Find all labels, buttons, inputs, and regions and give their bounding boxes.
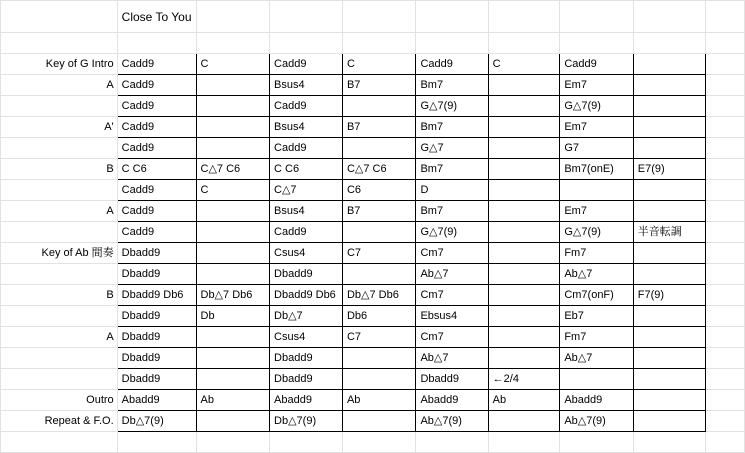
chord-row [1, 159, 745, 180]
empty-cell[interactable] [706, 96, 745, 117]
chord-cell[interactable] [633, 348, 705, 369]
chord-cell[interactable]: Db△7 Db6 [342, 285, 416, 306]
chord-cell[interactable]: Dbadd9 [117, 369, 196, 390]
chord-cell[interactable] [342, 138, 416, 159]
section-label[interactable]: Key of G Intro [1, 54, 118, 75]
chord-cell[interactable]: Bm7 [416, 201, 488, 222]
chord-cell[interactable]: Cadd9 [416, 54, 488, 75]
empty-cell[interactable] [560, 1, 633, 33]
chord-cell[interactable]: C [342, 54, 416, 75]
chord-cell[interactable]: Cadd9 [560, 54, 633, 75]
title-row [1, 1, 745, 33]
chord-row [1, 201, 745, 222]
chord-row [1, 306, 745, 327]
chord-row [1, 138, 745, 159]
chord-cell[interactable] [488, 180, 560, 201]
chord-cell[interactable] [196, 327, 270, 348]
chord-cell[interactable] [488, 264, 560, 285]
chord-cell[interactable] [488, 222, 560, 243]
chord-cell[interactable]: Dbadd9 [270, 348, 343, 369]
empty-cell[interactable] [706, 1, 745, 33]
chord-cell[interactable]: Csus4 [270, 327, 343, 348]
empty-cell[interactable] [706, 369, 745, 390]
chord-cell[interactable]: Cadd9 [117, 180, 196, 201]
chord-cell[interactable]: Fm7 [560, 243, 633, 264]
chord-cell[interactable] [633, 411, 705, 432]
chord-cell[interactable]: F7(9) [633, 285, 705, 306]
chord-cell[interactable] [196, 222, 270, 243]
empty-cell[interactable] [488, 432, 560, 453]
chord-row [1, 390, 745, 411]
chord-cell[interactable]: Cm7(onF) [560, 285, 633, 306]
empty-cell[interactable] [560, 33, 633, 54]
chord-cell[interactable]: Abadd9 [416, 390, 488, 411]
chord-cell[interactable] [633, 243, 705, 264]
chord-cell[interactable] [633, 264, 705, 285]
chord-cell[interactable]: Dbadd9 [117, 243, 196, 264]
empty-cell[interactable] [706, 75, 745, 96]
chord-cell[interactable]: Fm7 [560, 327, 633, 348]
chord-row [1, 369, 745, 390]
chord-cell[interactable] [196, 117, 270, 138]
chord-cell[interactable]: C [196, 180, 270, 201]
spacer-row [1, 33, 745, 54]
chord-cell[interactable] [633, 138, 705, 159]
section-label[interactable]: A' [1, 117, 118, 138]
chord-cell[interactable]: Bm7 [416, 117, 488, 138]
chord-cell[interactable]: Cm7 [416, 243, 488, 264]
chord-cell[interactable]: Cm7 [416, 285, 488, 306]
chord-row [1, 180, 745, 201]
section-label[interactable] [1, 222, 118, 243]
empty-cell[interactable] [706, 327, 745, 348]
chord-cell[interactable]: Db△7(9) [270, 411, 343, 432]
chord-cell[interactable]: Cadd9 [117, 138, 196, 159]
section-label[interactable]: A [1, 327, 118, 348]
section-label[interactable]: Key of Ab 間奏 [1, 243, 118, 264]
chord-cell[interactable]: G7 [560, 138, 633, 159]
chord-cell[interactable]: Ab△7 [560, 264, 633, 285]
empty-cell[interactable] [196, 432, 270, 453]
chord-cell[interactable]: Ab△7(9) [560, 411, 633, 432]
chord-cell[interactable]: G△7(9) [416, 222, 488, 243]
chord-cell[interactable]: Dbadd9 [117, 264, 196, 285]
grid-body [1, 1, 745, 453]
chord-row [1, 96, 745, 117]
empty-cell[interactable] [270, 1, 343, 33]
chord-cell[interactable] [633, 96, 705, 117]
chord-cell[interactable] [196, 75, 270, 96]
section-label[interactable] [1, 369, 118, 390]
chord-cell[interactable]: Bsus4 [270, 201, 343, 222]
chord-cell[interactable] [342, 96, 416, 117]
chord-cell[interactable]: Em7 [560, 201, 633, 222]
empty-cell[interactable] [416, 33, 488, 54]
section-label[interactable] [1, 180, 118, 201]
chord-cell[interactable] [633, 54, 705, 75]
empty-cell[interactable] [117, 432, 196, 453]
empty-cell[interactable] [706, 180, 745, 201]
empty-cell[interactable] [416, 1, 488, 33]
section-label[interactable] [1, 264, 118, 285]
section-label[interactable]: B [1, 285, 118, 306]
empty-cell[interactable] [342, 33, 416, 54]
empty-cell[interactable] [270, 33, 343, 54]
chord-cell[interactable]: C [488, 54, 560, 75]
chord-cell[interactable]: B7 [342, 201, 416, 222]
empty-cell[interactable] [270, 432, 343, 453]
chord-cell[interactable] [488, 327, 560, 348]
chord-cell[interactable]: Bm7 [416, 75, 488, 96]
section-label[interactable]: B [1, 159, 118, 180]
chord-cell[interactable] [342, 348, 416, 369]
empty-cell[interactable] [1, 33, 118, 54]
empty-cell[interactable] [633, 33, 705, 54]
chord-cell[interactable]: C△7 [270, 180, 343, 201]
chord-cell[interactable]: B7 [342, 75, 416, 96]
chord-cell[interactable]: D [416, 180, 488, 201]
chord-cell[interactable]: Eb7 [560, 306, 633, 327]
chord-cell[interactable] [342, 411, 416, 432]
chord-cell[interactable]: C [196, 54, 270, 75]
empty-cell[interactable] [117, 33, 196, 54]
chord-cell[interactable] [196, 411, 270, 432]
chord-cell[interactable]: G△7 [416, 138, 488, 159]
chord-row [1, 117, 745, 138]
empty-cell[interactable] [342, 1, 416, 33]
chord-cell[interactable]: C C6 [117, 159, 196, 180]
chord-row [1, 222, 745, 243]
chord-cell[interactable]: Dbadd9 [416, 369, 488, 390]
chord-cell[interactable] [633, 369, 705, 390]
chord-cell[interactable]: Dbadd9 [117, 306, 196, 327]
chord-cell[interactable]: Cadd9 [117, 117, 196, 138]
chord-cell[interactable] [196, 243, 270, 264]
chord-cell[interactable]: Dbadd9 [117, 327, 196, 348]
chord-cell[interactable]: Abadd9 [560, 390, 633, 411]
chord-cell[interactable]: 半音転調 [633, 222, 705, 243]
chord-row [1, 411, 745, 432]
chord-cell[interactable] [342, 264, 416, 285]
chord-cell[interactable] [342, 369, 416, 390]
chord-cell[interactable]: Cadd9 [117, 96, 196, 117]
empty-cell[interactable] [706, 201, 745, 222]
empty-cell[interactable] [1, 432, 118, 453]
chord-cell[interactable]: B7 [342, 117, 416, 138]
empty-cell[interactable] [196, 33, 270, 54]
empty-cell[interactable] [706, 222, 745, 243]
chord-cell[interactable]: E7(9) [633, 159, 705, 180]
chord-cell[interactable]: Db△7 Db6 [196, 285, 270, 306]
chord-cell[interactable]: Dbadd9 Db6 [117, 285, 196, 306]
empty-cell[interactable] [706, 264, 745, 285]
chord-cell[interactable] [633, 75, 705, 96]
section-label[interactable]: Repeat & F.O. [1, 411, 118, 432]
chord-cell[interactable] [488, 285, 560, 306]
chord-row [1, 285, 745, 306]
chord-cell[interactable]: Db6 [342, 306, 416, 327]
chord-cell[interactable] [560, 369, 633, 390]
section-label[interactable] [1, 348, 118, 369]
chord-cell[interactable] [196, 201, 270, 222]
chord-cell[interactable] [633, 180, 705, 201]
chord-cell[interactable]: Ab△7 [416, 264, 488, 285]
chord-cell[interactable] [488, 96, 560, 117]
chord-cell[interactable]: Ebsus4 [416, 306, 488, 327]
empty-cell[interactable] [706, 411, 745, 432]
chord-cell[interactable] [196, 264, 270, 285]
chord-cell[interactable]: Cm7 [416, 327, 488, 348]
chord-cell[interactable]: Cadd9 [270, 138, 343, 159]
chord-row [1, 264, 745, 285]
chord-row [1, 243, 745, 264]
chord-cell[interactable] [488, 243, 560, 264]
chord-cell[interactable] [488, 411, 560, 432]
chord-cell[interactable] [488, 75, 560, 96]
chord-cell[interactable]: Em7 [560, 75, 633, 96]
chord-cell[interactable]: Dbadd9 [117, 348, 196, 369]
empty-cell[interactable] [196, 1, 270, 33]
empty-cell[interactable] [706, 348, 745, 369]
empty-cell[interactable] [706, 306, 745, 327]
empty-cell[interactable] [488, 33, 560, 54]
chord-cell[interactable]: Ab [196, 390, 270, 411]
empty-cell[interactable] [706, 159, 745, 180]
chord-cell[interactable]: Abadd9 [270, 390, 343, 411]
chord-cell[interactable]: G△7(9) [560, 96, 633, 117]
section-label[interactable] [1, 96, 118, 117]
chord-cell[interactable] [633, 306, 705, 327]
chord-cell[interactable]: C C6 [270, 159, 343, 180]
chord-cell[interactable]: G△7(9) [416, 96, 488, 117]
chord-cell[interactable] [633, 201, 705, 222]
chord-row [1, 54, 745, 75]
chord-cell[interactable]: Cadd9 [270, 54, 343, 75]
song-title[interactable]: Close To You [117, 1, 196, 33]
chord-cell[interactable] [488, 306, 560, 327]
empty-cell[interactable] [706, 432, 745, 453]
empty-cell[interactable] [560, 432, 633, 453]
chord-cell[interactable]: C△7 C6 [196, 159, 270, 180]
chord-cell[interactable]: Dbadd9 [270, 369, 343, 390]
chord-cell[interactable]: G△7(9) [560, 222, 633, 243]
empty-cell[interactable] [488, 1, 560, 33]
chord-cell[interactable]: Dbadd9 [270, 264, 343, 285]
chord-cell[interactable]: C6 [342, 180, 416, 201]
section-label[interactable]: Outro [1, 390, 118, 411]
chord-cell[interactable] [196, 369, 270, 390]
chord-cell[interactable]: Cadd9 [117, 201, 196, 222]
empty-cell[interactable] [706, 138, 745, 159]
chord-cell[interactable]: Ab△7 [416, 348, 488, 369]
chord-cell[interactable]: Cadd9 [117, 75, 196, 96]
chord-cell[interactable]: ←2/4 [488, 369, 560, 390]
chord-cell[interactable]: Cadd9 [270, 222, 343, 243]
chord-cell[interactable]: C△7 C6 [342, 159, 416, 180]
chord-cell[interactable]: Em7 [560, 117, 633, 138]
chord-cell[interactable]: C7 [342, 243, 416, 264]
chord-cell[interactable]: Bm7(onE) [560, 159, 633, 180]
chord-cell[interactable]: Bm7 [416, 159, 488, 180]
empty-cell[interactable] [1, 1, 118, 33]
chord-cell[interactable]: Ab [342, 390, 416, 411]
chord-row [1, 348, 745, 369]
empty-cell[interactable] [706, 285, 745, 306]
empty-cell[interactable] [706, 243, 745, 264]
empty-cell[interactable] [706, 390, 745, 411]
empty-cell[interactable] [342, 432, 416, 453]
chord-cell[interactable]: Cadd9 [270, 96, 343, 117]
chord-cell[interactable] [633, 390, 705, 411]
empty-cell[interactable] [633, 432, 705, 453]
chord-cell[interactable]: Bsus4 [270, 117, 343, 138]
empty-cell[interactable] [416, 432, 488, 453]
chord-cell[interactable]: Abadd9 [117, 390, 196, 411]
empty-cell[interactable] [706, 117, 745, 138]
chord-cell[interactable] [488, 201, 560, 222]
chord-cell[interactable]: Ab [488, 390, 560, 411]
chord-cell[interactable]: Bsus4 [270, 75, 343, 96]
empty-cell[interactable] [706, 33, 745, 54]
chord-cell[interactable] [488, 159, 560, 180]
chord-cell[interactable]: Csus4 [270, 243, 343, 264]
chord-cell[interactable]: C7 [342, 327, 416, 348]
chord-cell[interactable] [196, 138, 270, 159]
chord-cell[interactable]: Cadd9 [117, 222, 196, 243]
chord-cell[interactable] [488, 117, 560, 138]
chord-cell[interactable]: Ab△7 [560, 348, 633, 369]
section-label[interactable]: A [1, 75, 118, 96]
chord-cell[interactable] [633, 327, 705, 348]
chord-cell[interactable] [633, 117, 705, 138]
chord-cell[interactable] [342, 222, 416, 243]
trailing-row [1, 432, 745, 453]
chord-cell[interactable] [488, 348, 560, 369]
section-label[interactable] [1, 306, 118, 327]
chord-cell[interactable]: Db△7 [270, 306, 343, 327]
chord-cell[interactable]: Dbadd9 Db6 [270, 285, 343, 306]
chord-cell[interactable]: Cadd9 [117, 54, 196, 75]
chord-row [1, 75, 745, 96]
chord-cell[interactable] [560, 180, 633, 201]
chord-cell[interactable] [196, 348, 270, 369]
chord-cell[interactable]: Ab△7(9) [416, 411, 488, 432]
chord-cell[interactable]: Db△7(9) [117, 411, 196, 432]
empty-cell[interactable] [706, 54, 745, 75]
section-label[interactable] [1, 138, 118, 159]
empty-cell[interactable] [633, 1, 705, 33]
chord-cell[interactable] [196, 96, 270, 117]
chord-cell[interactable]: Db [196, 306, 270, 327]
section-label[interactable]: A [1, 201, 118, 222]
chord-row [1, 327, 745, 348]
chord-cell[interactable] [488, 138, 560, 159]
